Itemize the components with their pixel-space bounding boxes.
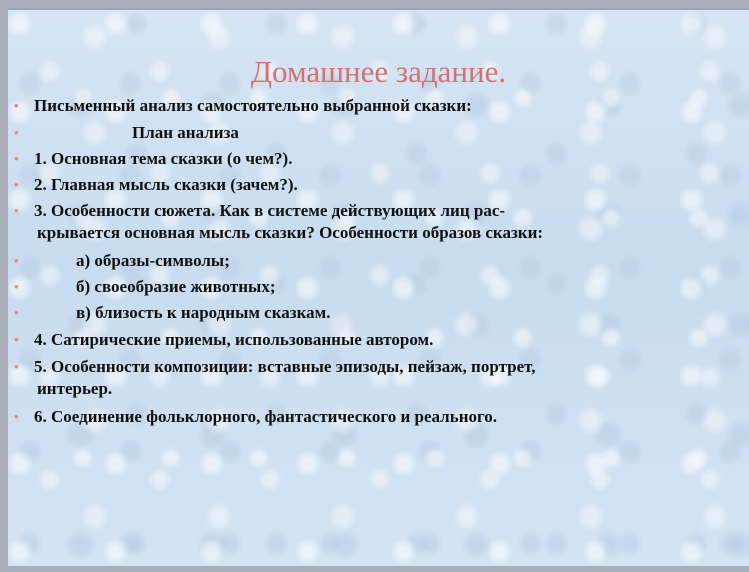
slide-title: Домашнее задание. <box>250 54 507 89</box>
list-item-text: в) близость к народным сказкам. <box>76 303 331 322</box>
bullet-icon: • <box>14 203 19 218</box>
bullet-icon: • <box>14 177 19 192</box>
bullet-icon: • <box>14 332 19 347</box>
list-item-text: 2. Главная мысль сказки (зачем?). <box>34 175 298 194</box>
list-item-text-line1: 5. Особенности композиции: вставные эпизоды, пейзаж, портрет, <box>34 357 536 376</box>
list-item-text-line1: 3. Особенности сюжета. Как в системе действующих лиц рас- <box>34 201 506 220</box>
bullet-icon: • <box>14 409 19 424</box>
bullet-icon: • <box>14 305 19 320</box>
list-item-text: б) своеобразие животных; <box>76 277 276 296</box>
list-item-text-line2: крывается основная мысль сказки? Особенности образов сказки: <box>37 223 544 242</box>
list-item-text: 4. Сатирические приемы, использованные автором. <box>34 330 434 349</box>
slide-top-border <box>8 8 749 10</box>
list-item-text: 1. Основная тема сказки (о чем?). <box>34 149 293 168</box>
bullet-icon: • <box>14 151 19 166</box>
bullet-icon: • <box>14 279 19 294</box>
list-item-text: а) образы-символы; <box>76 251 230 270</box>
bullet-icon: • <box>14 125 19 140</box>
bullet-icon: • <box>14 359 19 374</box>
bullet-icon: • <box>14 253 19 268</box>
list-item-text: 6. Соединение фольклорного, фантастического и реального. <box>34 407 498 426</box>
analysis-plan-heading: План анализа <box>132 123 239 142</box>
presentation-slide <box>8 8 749 566</box>
bullet-icon: • <box>14 98 19 113</box>
list-item-text: Письменный анализ самостоятельно выбранной сказки: <box>34 96 472 115</box>
list-item-text-line2: интерьер. <box>37 379 113 398</box>
